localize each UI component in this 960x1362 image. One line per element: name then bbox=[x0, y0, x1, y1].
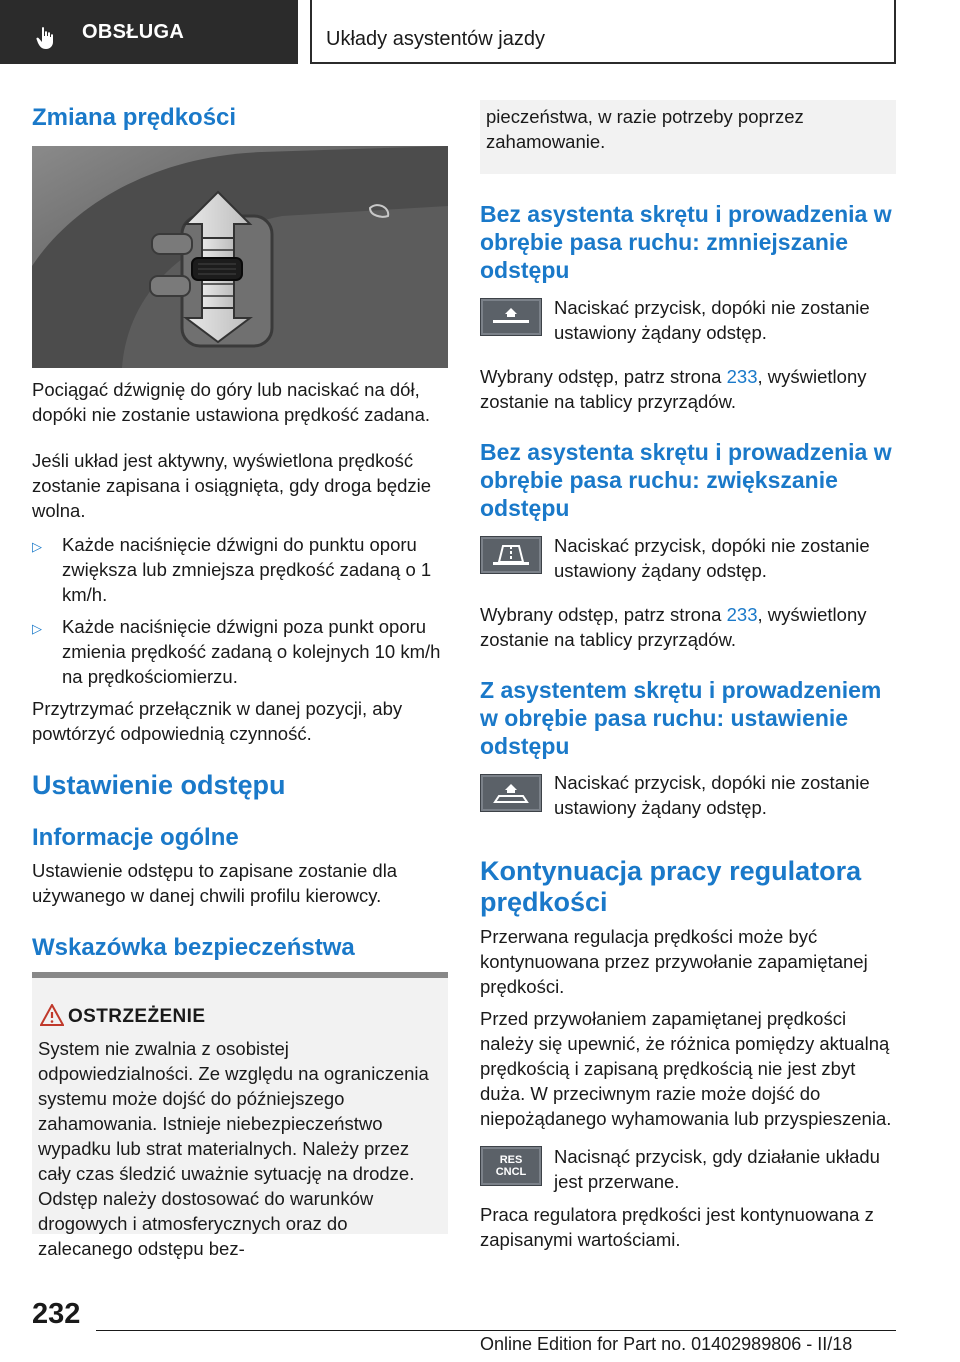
button-instruction-text: Naciskać przycisk, dopóki nie zostanie ustawiony żądany odstęp. bbox=[554, 772, 870, 818]
steering-wheel-lever-illustration bbox=[32, 146, 448, 368]
cncl-label: CNCL bbox=[495, 1166, 527, 1178]
distance-setting-button-icon bbox=[480, 774, 542, 812]
distance-increase-icon bbox=[487, 542, 535, 568]
warning-text: System nie zwalnia z osobistej odpowiedzialności. Ze względu na ograniczenia systemu może dojść do późniejszego zahamowania. Istnieje niebezpieczeństwo wypadku lub strat materialnych. Należy przez cały czas śledzić uważnie sytuację na drodze. Odstęp należy dostosować do warunków drogowych i atmosferycznych oraz do zalecanego odstępu bez- bbox=[38, 1038, 429, 1259]
header-tab-label: OBSŁUGA bbox=[82, 20, 185, 43]
footer-divider bbox=[96, 1330, 896, 1331]
paragraph-lever-usage: Pociągać dźwignię do góry lub naciskać na dół, dopóki nie zostanie ustawiona prędkość zadana. bbox=[32, 379, 431, 425]
bullet-item bbox=[32, 532, 448, 607]
page-link-233[interactable]: 233 bbox=[726, 604, 758, 625]
heading-distance-setting: Ustawienie odstępu bbox=[32, 770, 286, 800]
paragraph-reference bbox=[480, 364, 896, 414]
footer-edition: Online Edition for Part no. 01402989806 - II/18 bbox=[480, 1334, 853, 1354]
heading-speed-change: Zmiana prędkości bbox=[32, 104, 237, 131]
distance-setting-icon bbox=[487, 780, 535, 806]
heading-with-assistant: Z asystentem skrętu i prowadzeniem w obrębie pasa ruchu: ustawienie odstępu bbox=[480, 677, 882, 759]
reference-text: , wyświetlony zostanie na tablicy przyrządów. bbox=[480, 366, 867, 412]
reference-text: , wyświetlony zostanie na tablicy przyrządów. bbox=[480, 604, 867, 650]
steering-wheel-photo bbox=[32, 146, 448, 368]
hand-pointer-icon bbox=[36, 26, 56, 50]
bullet-text: Każde naciśnięcie dźwigni poza punkt oporu zmienia prędkość zadaną o kolejnych 10 km/h na prędkościomierzu. bbox=[62, 616, 441, 687]
page-link-233[interactable]: 233 bbox=[726, 366, 758, 387]
paragraph-continue-3: Praca regulatora prędkości jest kontynuowana z zapisanymi wartościami. bbox=[480, 1204, 874, 1250]
paragraph-continue-2: Przed przywołaniem zapamiętanej prędkości należy się upewnić, że różnica pomiędzy aktualną prędkością i zapisaną prędkością nie jest zbyt duża. W przeciwnym razie może dojść do niepożądanego wyhamowania lub przyspieszenia. bbox=[480, 1008, 892, 1129]
button-instruction-text: Nacisnąć przycisk, gdy działanie układu jest przerwane. bbox=[554, 1146, 880, 1192]
header-section-tab bbox=[0, 0, 298, 64]
page-number: 232 bbox=[32, 1298, 81, 1330]
heading-decrease-distance: Bez asystenta skrętu i prowadzenia w obrębie pasa ruchu: zmniejszanie odstępu bbox=[480, 201, 892, 283]
paragraph-reference bbox=[480, 602, 896, 652]
warning-title: OSTRZEŻENIE bbox=[68, 1006, 206, 1027]
button-instruction-text: Naciskać przycisk, dopóki nie zostanie ustawiony żądany odstęp. bbox=[554, 297, 870, 343]
heading-safety-note: Wskazówka bezpieczeństwa bbox=[32, 934, 355, 961]
distance-decrease-icon bbox=[487, 304, 535, 330]
bullet-triangle-icon: ▷ bbox=[32, 621, 42, 636]
bullet-triangle-icon: ▷ bbox=[32, 539, 42, 554]
distance-decrease-button-icon bbox=[480, 298, 542, 336]
paragraph-continue-1: Przerwana regulacja prędkości może być kontynuowana przez przywołanie zapamiętanej prędkości. bbox=[480, 926, 868, 997]
button-instruction-text: Naciskać przycisk, dopóki nie zostanie ustawiony żądany odstęp. bbox=[554, 535, 870, 581]
paragraph-profile: Ustawienie odstępu to zapisane zostanie dla używanego w danej chwili profilu kierowcy. bbox=[32, 860, 398, 906]
paragraph-hold-switch: Przytrzymać przełącznik w danej pozycji, aby powtórzyć odpowiednią czynność. bbox=[32, 698, 403, 744]
header-section-title: Układy asystentów jazdy bbox=[326, 28, 545, 50]
bullet-item bbox=[32, 614, 448, 689]
bullet-text: Każde naciśnięcie dźwigni do punktu oporu zwiększa lub zmniejsza prędkość zadaną o 1 km/h. bbox=[62, 534, 432, 605]
reference-text: Wybrany odstęp, patrz strona bbox=[480, 604, 727, 625]
warning-continuation-text: pieczeństwa, w razie potrzeby poprzez zahamowanie. bbox=[486, 106, 804, 152]
warning-triangle-icon bbox=[40, 1004, 64, 1026]
heading-general-info: Informacje ogólne bbox=[32, 824, 239, 851]
res-cncl-button-icon bbox=[480, 1146, 542, 1186]
warning-continuation-box bbox=[480, 100, 896, 174]
reference-text: Wybrany odstęp, patrz strona bbox=[480, 366, 727, 387]
warning-box bbox=[32, 972, 448, 1259]
heading-increase-distance: Bez asystenta skrętu i prowadzenia w obrębie pasa ruchu: zwiększanie odstępu bbox=[480, 439, 892, 521]
paragraph-active-system: Jeśli układ jest aktywny, wyświetlona prędkość zostanie zapisana i osiągnięta, gdy droga będzie wolna. bbox=[32, 450, 432, 521]
res-label: RES bbox=[499, 1154, 523, 1166]
heading-continue-speed-control: Kontynuacja pracy regulatora prędkości bbox=[480, 856, 862, 917]
distance-increase-button-icon bbox=[480, 536, 542, 574]
